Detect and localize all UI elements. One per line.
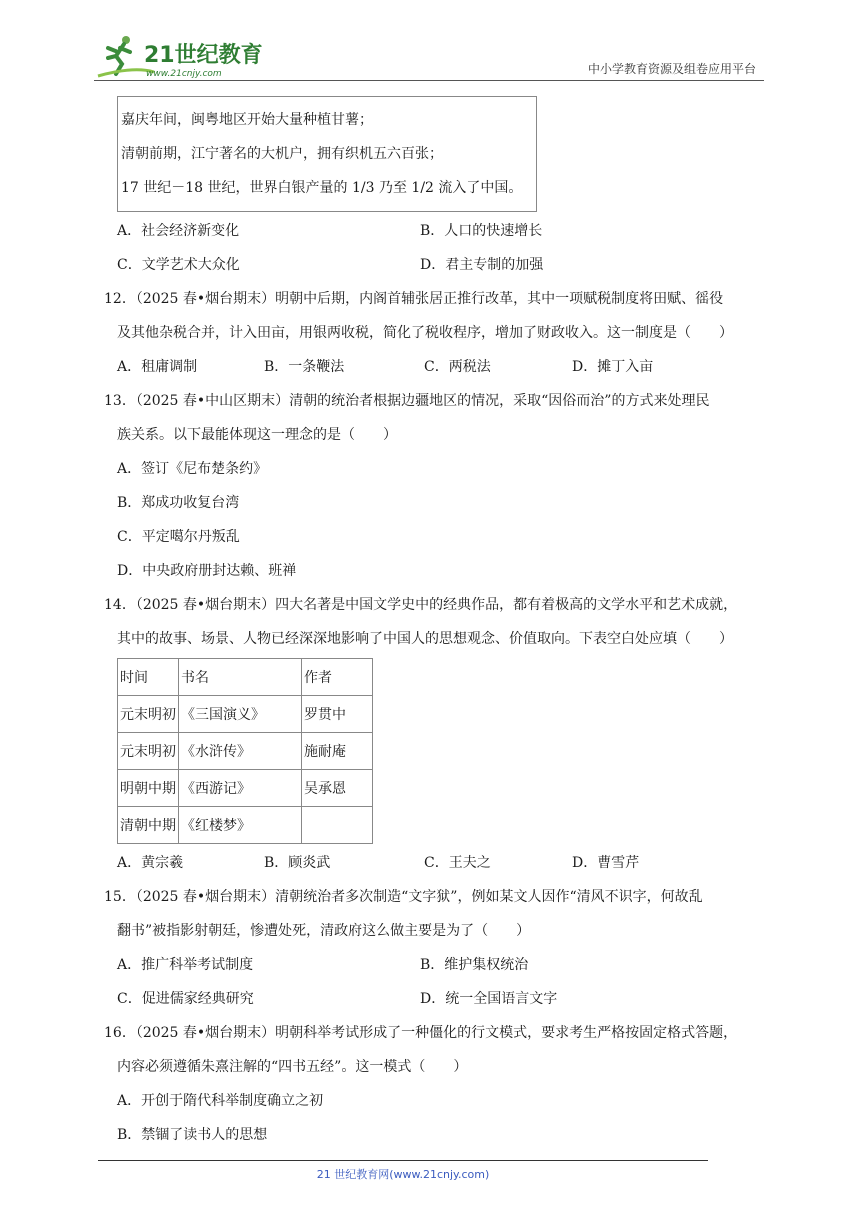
- option-b: B．人口的快速增长: [420, 223, 543, 239]
- logo-text: 21世纪教育: [144, 43, 263, 68]
- material-line: 嘉庆年间，闽粤地区开始大量种植甘薯；: [121, 112, 373, 128]
- option-d: D．统一全国语言文字: [420, 991, 558, 1007]
- option-c: C．两税法: [424, 359, 491, 375]
- question-content: [104, 96, 777, 1152]
- page-header: [0, 0, 860, 90]
- table-cell: 吴承恩: [302, 770, 373, 807]
- option-d: D．曹雪芹: [572, 855, 640, 871]
- q12-stem: 12．（2025 春•烟台期末）明朝中后期，内阁首辅张居正推行改革，其中一项赋税制度将田赋、徭役: [104, 291, 724, 307]
- table-row: [118, 770, 373, 807]
- table-header: 书名: [179, 659, 302, 696]
- q14-stem: 14．（2025 春•烟台期末）四大名著是中国文学史中的经典作品，都有着极高的文学水平和艺术成就，: [104, 597, 738, 613]
- q12-options: [117, 350, 777, 384]
- option-a: A．推广科举考试制度: [117, 957, 254, 973]
- site-logo: [94, 32, 269, 82]
- material-line: 清朝前期，江宁著名的大机户，拥有织机五六百张；: [121, 146, 443, 162]
- table-header-row: [118, 659, 373, 696]
- q13-stem: 13．（2025 春•中山区期末）清朝的统治者根据边疆地区的情况，采取“因俗而治”的方式来处理民: [104, 393, 710, 409]
- table-row: [118, 807, 373, 844]
- q13-stem-cont: 族关系。以下最能体现这一理念的是（ ）: [117, 427, 397, 443]
- table-cell: 罗贯中: [302, 696, 373, 733]
- q15-options: [117, 948, 777, 982]
- table-cell: 《红楼梦》: [179, 807, 302, 844]
- option-b: B．郑成功收复台湾: [117, 495, 240, 511]
- option-b: B．禁锢了读书人的思想: [117, 1127, 268, 1143]
- option-b: B．顾炎武: [264, 855, 331, 871]
- option-c: C．文学艺术大众化: [117, 257, 240, 273]
- material-box: [117, 96, 537, 212]
- table-header: 时间: [118, 659, 179, 696]
- material-line: 17 世纪－18 世纪，世界白银产量的 1/3 乃至 1/2 流入了中国。: [121, 180, 523, 196]
- q14-options: [117, 846, 777, 880]
- table-cell: 元末明初: [118, 733, 179, 770]
- option-a: A．社会经济新变化: [117, 223, 240, 239]
- q15-stem-cont: 翻书”被指影射朝廷，惨遭处死，清政府这么做主要是为了（ ）: [117, 923, 531, 939]
- q16-stem: 16．（2025 春•烟台期末）明朝科举考试形成了一种僵化的行文模式，要求考生严格按固定格式答题，: [104, 1025, 738, 1041]
- q16-stem-cont: 内容必须遵循朱熹注解的“四书五经”。这一模式（ ）: [117, 1059, 468, 1075]
- q14-stem-cont: 其中的故事、场景、人物已经深深地影响了中国人的思想观念、价值取向。下表空白处应填（ ）: [117, 631, 733, 647]
- option-c: C．促进儒家经典研究: [117, 991, 254, 1007]
- option-a: A．租庸调制: [117, 359, 198, 375]
- table-cell: 《三国演义》: [179, 696, 302, 733]
- option-a: A．签订《尼布楚条约》: [117, 461, 268, 477]
- table-cell-blank: [302, 807, 373, 844]
- books-table: [117, 658, 373, 844]
- table-cell: 施耐庵: [302, 733, 373, 770]
- footer-divider: [98, 1160, 708, 1161]
- table-row: [118, 696, 373, 733]
- table-header: 作者: [302, 659, 373, 696]
- q15-stem: 15．（2025 春•烟台期末）清朝统治者多次制造“文字狱”，例如某文人因作“清风不识字，何故乱: [104, 889, 703, 905]
- header-divider: [94, 80, 764, 81]
- table-cell: 明朝中期: [118, 770, 179, 807]
- logo-url: www.21cnjy.com: [146, 69, 222, 79]
- table-cell: 元末明初: [118, 696, 179, 733]
- option-a: A．黄宗羲: [117, 855, 184, 871]
- option-d: D．中央政府册封达赖、班禅: [117, 563, 297, 579]
- option-b: B．维护集权统治: [420, 957, 529, 973]
- q11-options: [117, 214, 777, 248]
- option-d: D．君主专制的加强: [420, 257, 544, 273]
- option-c: C．平定噶尔丹叛乱: [117, 529, 240, 545]
- option-a: A．开创于隋代科举制度确立之初: [117, 1093, 324, 1109]
- option-d: D．摊丁入亩: [572, 359, 654, 375]
- table-cell: 《西游记》: [179, 770, 302, 807]
- option-b: B．一条鞭法: [264, 359, 345, 375]
- table-cell: 《水浒传》: [179, 733, 302, 770]
- header-right-text: 中小学教育资源及组卷应用平台: [587, 62, 756, 76]
- table-cell: 清朝中期: [118, 807, 179, 844]
- table-row: [118, 733, 373, 770]
- q12-stem-cont: 及其他杂税合并，计入田亩，用银两收税，简化了税收程序，增加了财政收入。这一制度是（ ）: [117, 325, 733, 341]
- footer-text: 21 世纪教育网(www.21cnjy.com): [316, 1168, 490, 1181]
- option-c: C．王夫之: [424, 855, 491, 871]
- q11-options: [117, 248, 777, 282]
- q15-options: [117, 982, 777, 1016]
